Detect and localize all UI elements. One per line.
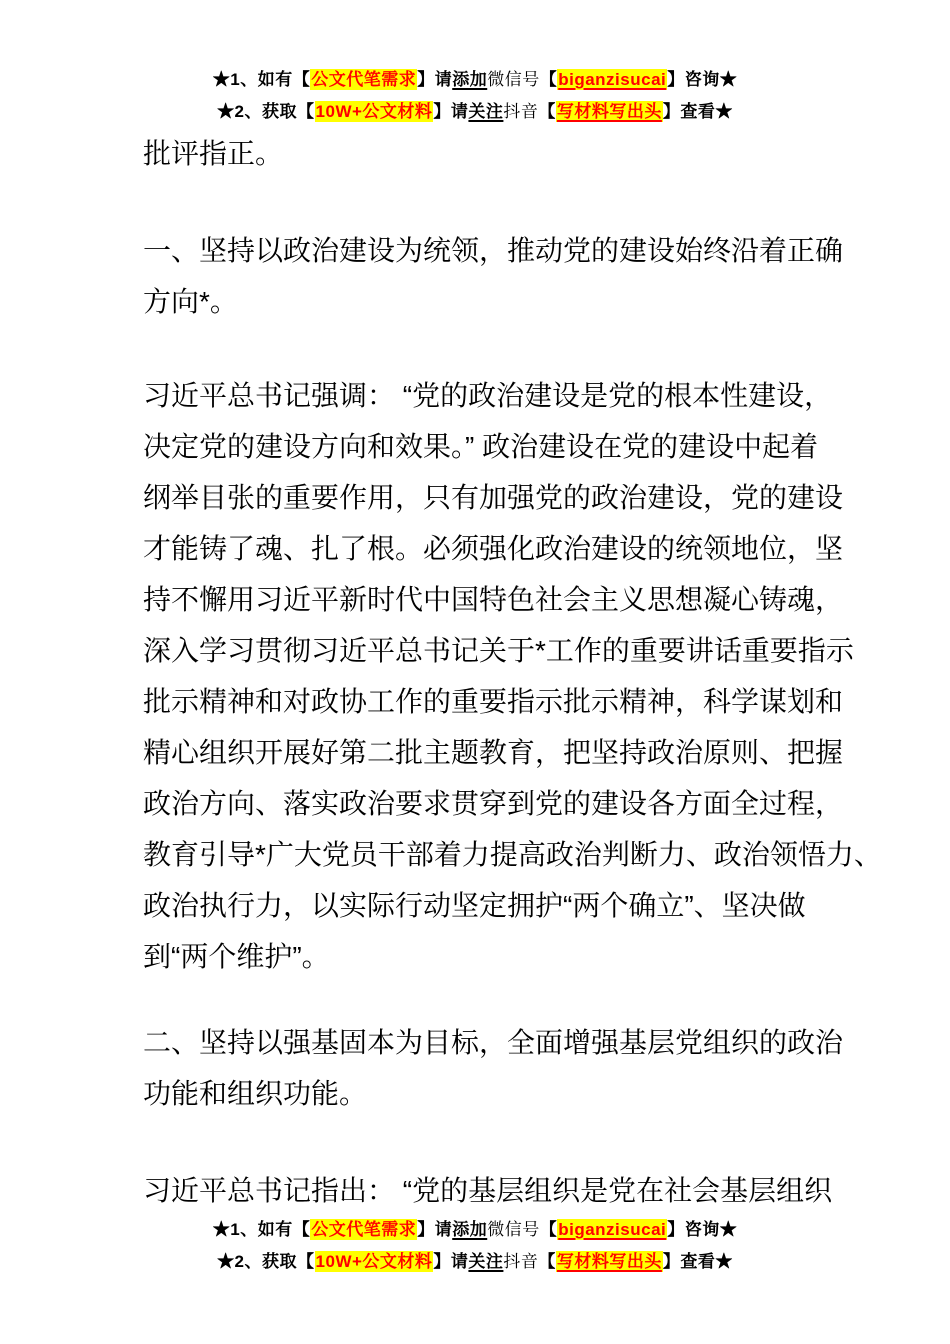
underlined-word: 关注 (468, 1252, 504, 1271)
heading-line: 二、坚持以强基固本为目标，全面增强基层党组织的政治 (143, 1027, 844, 1058)
banner-text: ★1、如有【 (212, 70, 311, 89)
banner-text: 抖音 (503, 1252, 539, 1271)
heading-line: 功能和组织功能。 (143, 1078, 368, 1109)
body-line: 政治方向、落实政治要求贯穿到党的建设各方面全过程， (143, 788, 844, 819)
section-heading-2 (143, 1017, 858, 1119)
banner-text: 】咨询★ (667, 70, 738, 89)
highlighted-phrase: 10W+公文材料 (315, 1252, 433, 1271)
banner-text: 】请 (417, 1220, 453, 1239)
heading-line: 方向*。 (143, 286, 238, 317)
underlined-word: 添加 (452, 70, 488, 89)
wechat-id-highlight: biganzisucai (558, 70, 667, 89)
body-line: 纲举目张的重要作用，只有加强党的政治建设，党的建设 (143, 482, 844, 513)
promo-banner-line-1 (0, 64, 950, 96)
banner-text: 【 (539, 1220, 558, 1239)
banner-text: 】咨询★ (667, 1220, 738, 1239)
banner-text: ★2、获取【 (217, 1252, 315, 1271)
heading-line: 一、坚持以政治建设为统领，推动党的建设始终沿着正确 (143, 235, 844, 266)
body-line: 习近平总书记指出： “党的基层组织是党在社会基层组织 (143, 1175, 833, 1206)
banner-text: 抖音 (503, 102, 539, 121)
promo-banner-line-2 (0, 1246, 950, 1278)
wechat-id-highlight: biganzisucai (558, 1220, 667, 1239)
banner-text: ★2、获取【 (217, 102, 315, 121)
banner-text: 】请 (433, 1252, 469, 1271)
highlighted-phrase: 10W+公文材料 (315, 102, 433, 121)
promo-banner-line-1 (0, 1214, 950, 1246)
body-line: 才能铸了魂、扎了根。必须强化政治建设的统领地位，坚 (143, 533, 844, 564)
banner-text: 】查看★ (662, 1252, 733, 1271)
banner-text: 【 (539, 70, 558, 89)
body-line: 精心组织开展好第二批主题教育，把坚持政治原则、把握 (143, 737, 844, 768)
underlined-word: 关注 (468, 102, 504, 121)
banner-text: 微信号 (487, 1220, 540, 1239)
body-line: 决定党的建设方向和效果。” 政治建设在党的建设中起着 (143, 431, 819, 462)
banner-text: ★1、如有【 (212, 1220, 311, 1239)
paragraph (143, 128, 858, 179)
body-line: 批示精神和对政协工作的重要指示批示精神，科学谋划和 (143, 686, 844, 717)
promo-banner-top (0, 64, 950, 128)
document-content (143, 128, 882, 1216)
banner-text: 【 (538, 1252, 556, 1271)
highlighted-phrase: 公文代笔需求 (311, 70, 417, 89)
body-line: 批评指正。 (143, 138, 284, 169)
body-line: 持不懈用习近平新时代中国特色社会主义思想凝心铸魂， (143, 584, 844, 615)
body-line: 习近平总书记强调： “党的政治建设是党的根本性建设， (143, 380, 833, 411)
paragraph (143, 1165, 858, 1216)
banner-text: 】查看★ (662, 102, 733, 121)
banner-text: 】请 (433, 102, 469, 121)
body-line: 深入学习贯彻习近平总书记关于*工作的重要讲话重要指示 (143, 635, 854, 666)
promo-banner-bottom (0, 1214, 950, 1278)
banner-text: 微信号 (487, 70, 540, 89)
body-line: 教育引导*广大党员干部着力提高政治判断力、政治领悟力、 (143, 839, 882, 870)
body-line: 政治执行力，以实际行动坚定拥护“两个确立”、坚决做 (143, 890, 806, 921)
underlined-word: 添加 (452, 1220, 488, 1239)
douyin-id-highlight: 写材料写出头 (556, 1252, 662, 1271)
paragraph (143, 370, 882, 982)
highlighted-phrase: 公文代笔需求 (311, 1220, 417, 1239)
promo-banner-line-2 (0, 96, 950, 128)
douyin-id-highlight: 写材料写出头 (556, 102, 662, 121)
body-line: 到“两个维护”。 (143, 941, 330, 972)
banner-text: 【 (538, 102, 556, 121)
section-heading-1 (143, 225, 858, 327)
banner-text: 】请 (417, 70, 453, 89)
